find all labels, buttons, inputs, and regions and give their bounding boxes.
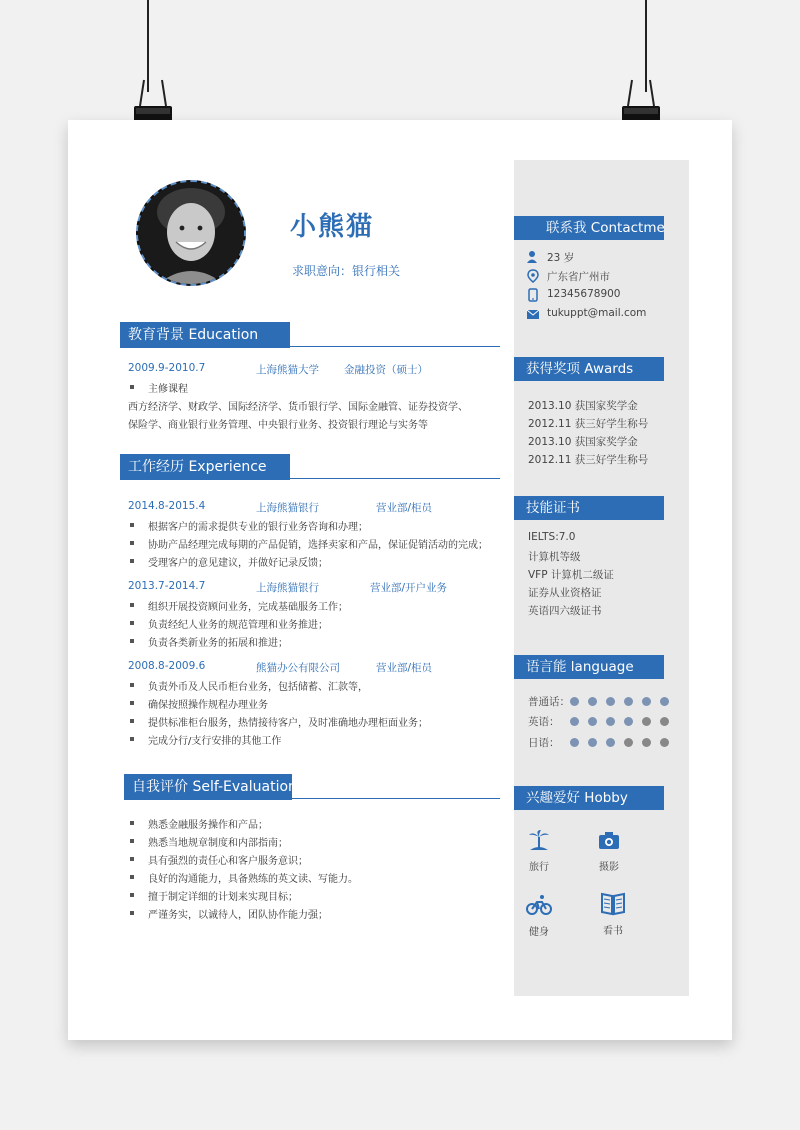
job-duty: 根据客户的需求提供专业的银行业务咨询和办理； (128, 518, 368, 533)
job-role: 营业部/开户业务 (370, 582, 448, 594)
level-dot-empty (660, 738, 669, 747)
job-role: 营业部/柜员 (376, 662, 433, 674)
level-dot-filled (642, 697, 651, 706)
education-section-rule (120, 346, 500, 347)
self-eval-item: 具有强烈的责任心和客户服务意识； (128, 852, 308, 867)
hobby-label: 健身 (529, 927, 549, 938)
job-company: 上海熊猫银行 (256, 502, 319, 514)
self-eval-item: 擅于制定详细的计划来实现目标； (128, 888, 298, 903)
job-period: 2013.7-2014.7 (128, 580, 206, 592)
book-icon (600, 890, 626, 916)
self-eval-section-title: 自我评价 Self-Evaluation (124, 774, 292, 800)
award-item: 2013.10 获国家奖学金 (528, 400, 638, 412)
hobby-item (588, 890, 638, 937)
job-role: 营业部/柜员 (376, 502, 433, 514)
experience-section-rule (120, 478, 500, 479)
contact-location (526, 269, 610, 284)
award-item: 2012.11 获三好学生称号 (528, 418, 649, 430)
education-school: 上海熊猫大学 (256, 364, 319, 376)
job-duty: 协助产品经理完成每期的产品促销，选择卖家和产品，保证促销活动的完成； (128, 536, 488, 551)
contact-email (526, 307, 646, 319)
candidate-name: 小熊猫 (290, 212, 375, 242)
skill-item: 证券从业资格证 (528, 587, 602, 599)
job-duty: 确保按照操作规程办理业务 (128, 696, 268, 711)
avatar (136, 180, 246, 286)
languages-section-title: 语言能 language (514, 655, 664, 679)
level-dot-filled (624, 697, 633, 706)
binder-clip-right-icon (618, 0, 664, 140)
level-dot-filled (588, 738, 597, 747)
hobby-item (514, 893, 564, 938)
skill-item: 计算机等级 (528, 551, 581, 563)
hobby-label: 旅行 (529, 862, 549, 873)
level-dot-filled (660, 697, 669, 706)
job-duty: 负责各类新业务的拓展和推进； (128, 634, 288, 649)
contact-section-label: 联系我 Contactme (546, 220, 665, 236)
job-period: 2008.8-2009.6 (128, 660, 206, 672)
phone-icon (526, 288, 540, 302)
binder-clip-left-icon (130, 0, 176, 140)
job-duty: 受理客户的意见建议，并做好记录反馈； (128, 554, 328, 569)
hobby-label: 看书 (603, 926, 623, 937)
level-dot-filled (606, 697, 615, 706)
job-duty: 负责经纪人业务的规范管理和业务推进； (128, 616, 328, 631)
education-major: 金融投资（硕士） (344, 364, 428, 376)
self-eval-item: 熟悉当地规章制度和内部指南； (128, 834, 288, 849)
contact-phone (526, 288, 621, 300)
contact-email-value: tukuppt@mail.com (547, 307, 647, 319)
language-label: 日语： (528, 737, 560, 749)
job-company: 上海熊猫银行 (256, 582, 319, 594)
contact-phone-value: 12345678900 (547, 288, 621, 300)
hobby-label: 摄影 (599, 862, 619, 873)
level-dot-filled (588, 697, 597, 706)
award-item: 2013.10 获国家奖学金 (528, 436, 638, 448)
education-period: 2009.9-2010.7 (128, 362, 206, 374)
contact-section-title (514, 216, 664, 240)
self-eval-section-rule (124, 798, 500, 799)
language-level-dots (570, 697, 669, 706)
level-dot-filled (588, 717, 597, 726)
bicycle-icon (526, 893, 552, 917)
palm-tree-icon (527, 828, 551, 852)
level-dot-empty (642, 717, 651, 726)
person-icon (526, 250, 540, 264)
education-section-title: 教育背景 Education (120, 322, 290, 348)
level-dot-filled (570, 717, 579, 726)
education-courses-line1: 西方经济学、财政学、国际经济学、货币银行学、国际金融管、证券投资学、 (128, 402, 468, 413)
hobby-item (584, 828, 634, 873)
language-label: 英语： (528, 716, 560, 728)
skill-item: 英语四六级证书 (528, 605, 602, 617)
job-period: 2014.8-2015.4 (128, 500, 206, 512)
contact-age-value: 23 岁 (547, 252, 575, 264)
level-dot-empty (624, 738, 633, 747)
self-eval-item: 严谨务实，以诚待人，团队协作能力强； (128, 906, 328, 921)
level-dot-empty (642, 738, 651, 747)
experience-section-title: 工作经历 Experience (120, 454, 290, 480)
education-course-label: 主修课程 (128, 380, 188, 395)
language-level-dots (570, 717, 669, 726)
job-duty: 完成分行/支行安排的其他工作 (128, 732, 281, 747)
awards-section-title: 获得奖项 Awards (514, 357, 664, 381)
job-intent: 求职意向：银行相关 (292, 264, 401, 278)
level-dot-filled (624, 717, 633, 726)
skill-item: IELTS:7.0 (528, 531, 576, 543)
language-level-dots (570, 738, 669, 747)
award-item: 2012.11 获三好学生称号 (528, 454, 649, 466)
job-duty: 组织开展投资顾问业务，完成基础服务工作； (128, 598, 348, 613)
language-label: 普通话： (528, 696, 570, 708)
camera-icon (597, 828, 621, 852)
skill-item: VFP 计算机二级证 (528, 569, 614, 581)
level-dot-filled (570, 697, 579, 706)
job-duty: 提供标准柜台服务，热情接待客户，及时准确地办理柜面业务； (128, 714, 428, 729)
hobby-section-title: 兴趣爱好 Hobby (514, 786, 664, 810)
contact-location-value: 广东省广州市 (547, 271, 610, 283)
job-duty: 负责外币及人民币柜台业务，包括储蓄、汇款等， (128, 678, 368, 693)
level-dot-filled (606, 738, 615, 747)
hobby-item (514, 828, 564, 873)
location-pin-icon (526, 269, 540, 283)
contact-age (526, 250, 574, 265)
self-eval-item: 良好的沟通能力，具备熟练的英文读、写能力。 (128, 870, 358, 885)
education-courses-line2: 保险学、商业银行业务管理、中央银行业务、投资银行理论与实务等 (128, 420, 428, 431)
self-eval-item: 熟悉金融服务操作和产品； (128, 816, 268, 831)
level-dot-filled (570, 738, 579, 747)
job-company: 熊猫办公有限公司 (256, 662, 340, 674)
level-dot-empty (660, 717, 669, 726)
skills-section-title: 技能证书 (514, 496, 664, 520)
level-dot-filled (606, 717, 615, 726)
mail-icon (526, 307, 540, 321)
